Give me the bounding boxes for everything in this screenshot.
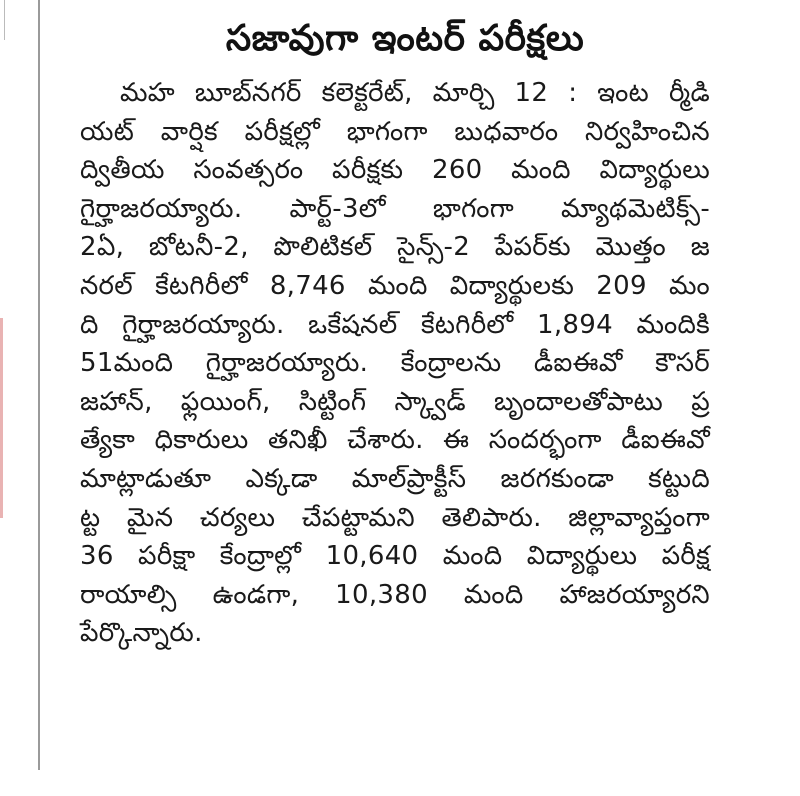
body-line: మాట్లాడుతూ ఎక్కడా మాల్‌ప్రాక్టీస్ జరగకుండా కట్టుది <box>80 463 710 494</box>
article-headline: సజావుగా ఇంటర్ పరీక్షలు <box>225 18 585 59</box>
column-rule <box>38 0 40 770</box>
body-line: 2ఏ, బోటనీ-2, పొలిటికల్ సైన్స్-2 పేపర్‌కు మొత్తం జ <box>80 232 710 263</box>
article-body <box>80 74 710 653</box>
body-line: నరల్ కేటగిరీలో 8,746 మంది విద్యార్థులకు 209 మం <box>80 270 710 301</box>
page-edge-mark <box>0 318 3 518</box>
body-line: త్యేకా ధికారులు తనిఖీ చేశారు. ఈ సందర్భంగా డీఐఈవో <box>80 425 710 456</box>
previous-article-cutoff <box>150 0 610 8</box>
body-line: 36 పరీక్షా కేంద్రాల్లో 10,640 మంది విద్యార్థులు పరీక్ష <box>80 541 710 572</box>
column-rule-top <box>4 0 5 40</box>
body-line: గైర్హాజరయ్యారు. పార్ట్-3లో భాగంగా మ్యాథమెటిక్స్- <box>80 193 710 224</box>
body-line: ది గైర్హాజరయ్యారు. ఒకేషనల్ కేటగిరీలో 1,894 మందికి <box>80 309 710 340</box>
body-line: ద్వితీయ సంవత్సరం పరీక్షకు 260 మంది విద్యార్థులు <box>80 155 710 186</box>
body-line: 51మంది గైర్హాజరయ్యారు. కేంద్రాలను డీఐఈవో కౌసర్ <box>80 348 710 379</box>
body-line: పేర్కొన్నారు. <box>80 618 203 649</box>
body-line: మహ బూబ్‌నగర్ కలెక్టరేట్, మార్చి 12 : ఇంట ర్మీడి <box>120 78 710 108</box>
body-line: జహాన్, ఫ్లయింగ్, సిట్టింగ్ స్క్వాడ్ బృందాలతోపాటు ప్ర <box>80 386 710 417</box>
body-line: యట్ వార్షిక పరీక్షల్లో భాగంగా బుధవారం నిర్వహించిన <box>80 116 710 147</box>
body-line: రాయాల్సి ఉండగా, 10,380 మంది హాజరయ్యారని <box>80 579 710 610</box>
body-line: ట్ట మైన చర్యలు చేపట్టామని తెలిపారు. జిల్లావ్యాప్తంగా <box>80 502 710 533</box>
